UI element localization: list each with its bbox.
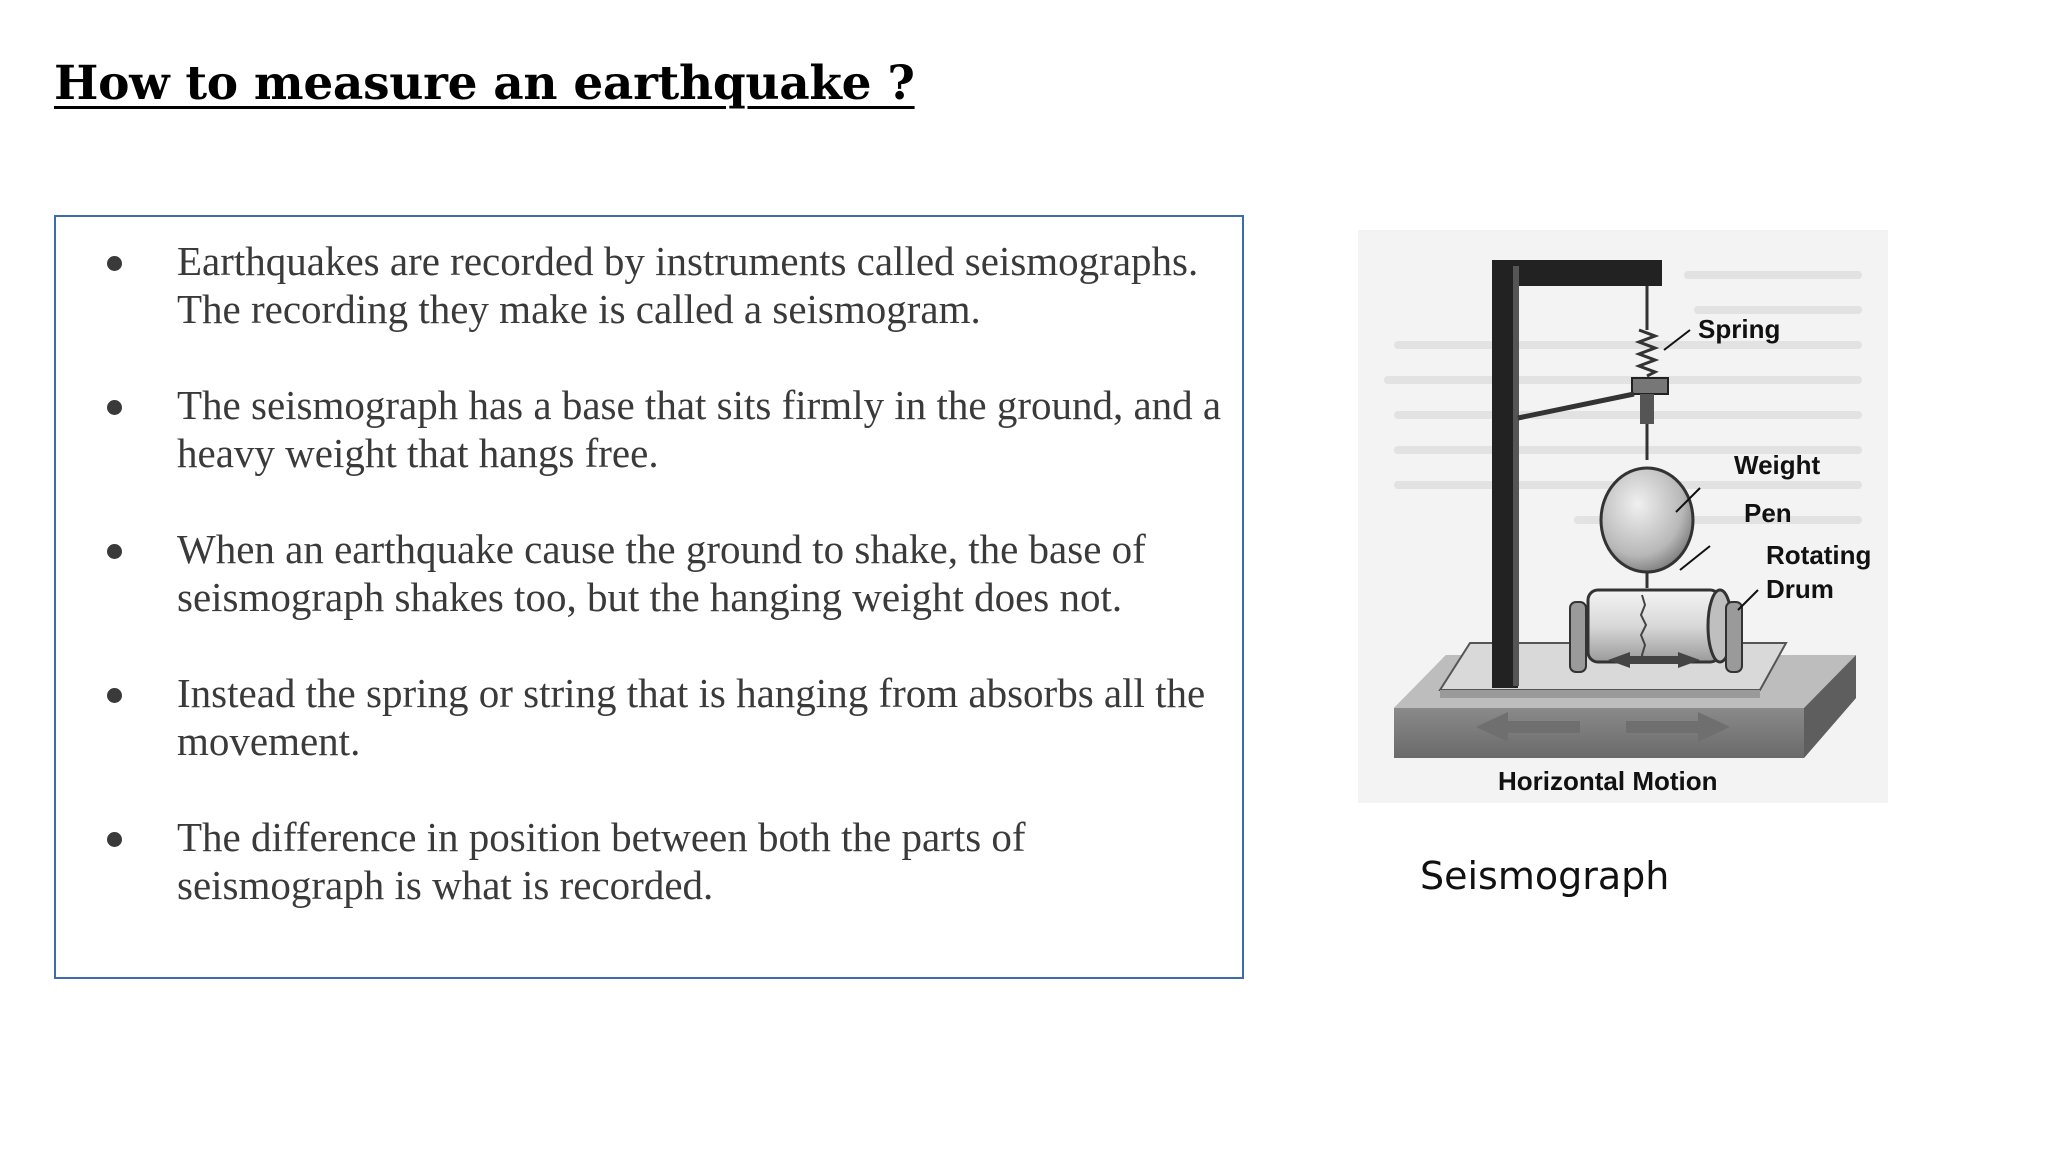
weight-ball (1601, 468, 1693, 572)
bullet-dot-icon (107, 544, 122, 559)
bullet-text: The difference in position between both the parts of seismograph is what is recorded. (177, 814, 1026, 908)
figure-caption: Seismograph (1420, 854, 1670, 898)
bullet-text: The seismograph has a base that sits firmly in the ground, and a heavy weight that hangs free. (177, 382, 1222, 476)
bullet-text: When an earthquake cause the ground to shake, the base of seismograph shakes too, but the hanging weight does not. (177, 526, 1146, 620)
bullet-text-box (54, 215, 1244, 979)
rotating-label: Rotating (1766, 540, 1872, 570)
rotating-drum (1570, 590, 1742, 672)
spring (1639, 286, 1655, 376)
bullet-list (56, 237, 1242, 909)
spring-label: Spring (1698, 314, 1781, 344)
slide-title: How to measure an earthquake ? (54, 56, 915, 111)
horizontal-motion-label: Horizontal Motion (1498, 766, 1718, 796)
weight-label: Weight (1734, 450, 1821, 480)
pen-label: Pen (1744, 498, 1792, 528)
bullet-dot-icon (107, 256, 122, 271)
seismograph-figure (1358, 230, 1888, 803)
bullet-text: Instead the spring or string that is hanging from absorbs all the movement. (177, 670, 1206, 764)
bullet-text: Earthquakes are recorded by instruments called seismographs. The recording they make is called a seismogram. (177, 238, 1199, 332)
list-item (56, 237, 1242, 333)
list-item (56, 381, 1242, 477)
bullet-dot-icon (107, 400, 122, 415)
bullet-dot-icon (107, 688, 122, 703)
list-item (56, 525, 1242, 621)
list-item (56, 669, 1242, 765)
bullet-dot-icon (107, 832, 122, 847)
drum-label: Drum (1766, 574, 1834, 604)
seismograph-diagram (1358, 230, 1888, 803)
list-item (56, 813, 1242, 909)
